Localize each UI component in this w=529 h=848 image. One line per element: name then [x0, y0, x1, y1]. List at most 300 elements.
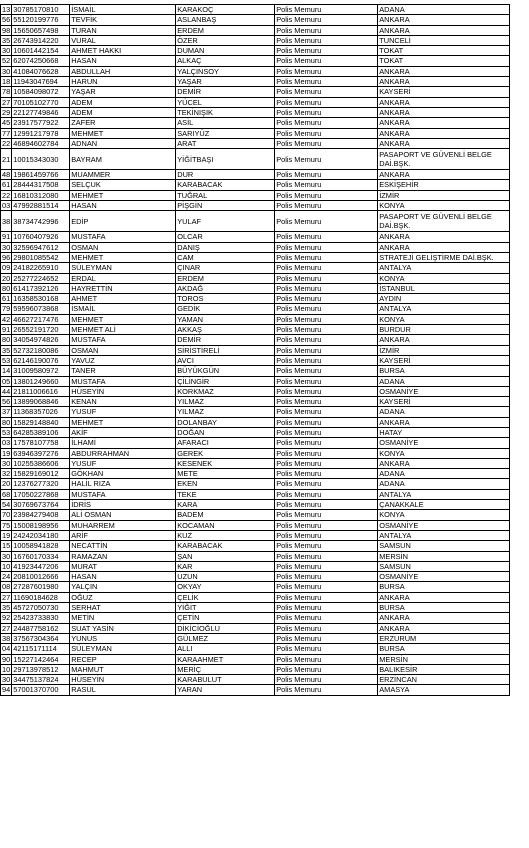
- rank-cell: Polis Memuru: [275, 675, 378, 685]
- rank-cell: Polis Memuru: [275, 654, 378, 664]
- unit-cell: ERZİNCAN: [378, 675, 510, 685]
- first-name-cell: ABDULLAH: [70, 66, 176, 76]
- first-name-cell: MEHMET ALİ: [70, 325, 176, 335]
- table-row: [1, 107, 510, 117]
- rank-cell: Polis Memuru: [275, 211, 378, 232]
- rank-cell: Polis Memuru: [275, 201, 378, 211]
- row-index-cell: 56: [2, 15, 11, 25]
- row-index-cell: 22: [2, 190, 11, 200]
- surname-cell: ALKAÇ: [176, 56, 275, 66]
- unit-cell: OSMANİYE: [378, 572, 510, 582]
- first-name-cell: YAŞAR: [70, 87, 176, 97]
- surname-cell: YILMAZ: [176, 407, 275, 417]
- unit-cell: ANTALYA: [378, 304, 510, 314]
- rank-cell: Polis Memuru: [275, 366, 378, 376]
- first-name-cell: YALÇIN: [70, 582, 176, 592]
- first-name-cell: ARİF: [70, 530, 176, 540]
- table-row: [1, 386, 510, 396]
- surname-cell: KARA: [176, 500, 275, 510]
- rank-cell: Polis Memuru: [275, 572, 378, 582]
- unit-cell: ANKARA: [378, 66, 510, 76]
- unit-cell: KONYA: [378, 314, 510, 324]
- id-number-cell: 32596947612: [12, 242, 70, 252]
- row-index-cell: 08: [2, 582, 11, 592]
- rank-cell: Polis Memuru: [275, 149, 378, 170]
- unit-cell: KAYSERİ: [378, 397, 510, 407]
- rank-cell: Polis Memuru: [275, 232, 378, 242]
- table-row: [1, 118, 510, 128]
- first-name-cell: KENAN: [70, 397, 176, 407]
- id-number-cell: 34475137824: [12, 675, 70, 685]
- rank-cell: Polis Memuru: [275, 25, 378, 35]
- surname-cell: DUR: [176, 170, 275, 180]
- table-row: [1, 489, 510, 499]
- table-row: [1, 138, 510, 148]
- row-index-cell: 32: [2, 469, 11, 479]
- surname-cell: DEMİR: [176, 87, 275, 97]
- first-name-cell: SERHAT: [70, 603, 176, 613]
- table-row: [1, 273, 510, 283]
- row-index-cell: 30: [2, 675, 11, 685]
- surname-cell: GEREK: [176, 448, 275, 458]
- surname-cell: YAŞAR: [176, 77, 275, 87]
- surname-cell: GÜLMEZ: [176, 633, 275, 643]
- surname-cell: BADEM: [176, 510, 275, 520]
- id-number-cell: 27287601980: [12, 582, 70, 592]
- table-row: [1, 510, 510, 520]
- first-name-cell: YAVUZ: [70, 355, 176, 365]
- row-index-cell: 20: [2, 479, 11, 489]
- table-row: [1, 252, 510, 262]
- row-index-cell: 44: [2, 386, 11, 396]
- unit-cell: ADANA: [378, 5, 510, 15]
- table-row: [1, 417, 510, 427]
- rank-cell: Polis Memuru: [275, 530, 378, 540]
- unit-cell: BURSA: [378, 644, 510, 654]
- first-name-cell: RECEP: [70, 654, 176, 664]
- row-index-cell: 37: [2, 407, 11, 417]
- surname-cell: KARAKOÇ: [176, 5, 275, 15]
- unit-cell: ANKARA: [378, 417, 510, 427]
- rank-cell: Polis Memuru: [275, 294, 378, 304]
- row-index-cell: 91: [2, 325, 11, 335]
- row-index-cell: 05: [2, 376, 11, 386]
- surname-cell: DEMİR: [176, 335, 275, 345]
- id-number-cell: 17578107758: [12, 438, 70, 448]
- rank-cell: Polis Memuru: [275, 35, 378, 45]
- table-row: [1, 149, 510, 170]
- unit-cell: ANKARA: [378, 15, 510, 25]
- surname-cell: DUMAN: [176, 46, 275, 56]
- unit-cell: İZMİR: [378, 190, 510, 200]
- unit-cell: PASAPORT VE GÜVENLİ BELGE DAİ.BŞK.: [378, 149, 510, 170]
- surname-cell: OKYAY: [176, 582, 275, 592]
- surname-cell: TEKE: [176, 489, 275, 499]
- row-index-cell: 09: [2, 263, 11, 273]
- table-row: [1, 242, 510, 252]
- surname-cell: DANIŞ: [176, 242, 275, 252]
- row-index-cell: 20: [2, 273, 11, 283]
- surname-cell: AVCI: [176, 355, 275, 365]
- row-index-cell: 92: [2, 613, 11, 623]
- id-number-cell: 12991217978: [12, 128, 70, 138]
- row-index-cell: 04: [2, 644, 11, 654]
- surname-cell: KESENEK: [176, 458, 275, 468]
- unit-cell: MERSİN: [378, 654, 510, 664]
- surname-cell: ŞAN: [176, 551, 275, 561]
- id-number-cell: 15008198956: [12, 520, 70, 530]
- id-number-cell: 24487758162: [12, 623, 70, 633]
- rank-cell: Polis Memuru: [275, 5, 378, 15]
- id-number-cell: 17050227868: [12, 489, 70, 499]
- surname-cell: ARAT: [176, 138, 275, 148]
- unit-cell: OSMANİYE: [378, 386, 510, 396]
- rank-cell: Polis Memuru: [275, 107, 378, 117]
- unit-cell: SAMSUN: [378, 541, 510, 551]
- rank-cell: Polis Memuru: [275, 644, 378, 654]
- rank-cell: Polis Memuru: [275, 283, 378, 293]
- id-number-cell: 59596073868: [12, 304, 70, 314]
- table-row: [1, 438, 510, 448]
- unit-cell: İZMİR: [378, 345, 510, 355]
- first-name-cell: İLHAMİ: [70, 438, 176, 448]
- first-name-cell: HASAN: [70, 56, 176, 66]
- unit-cell: ANKARA: [378, 458, 510, 468]
- rank-cell: Polis Memuru: [275, 190, 378, 200]
- surname-cell: KARABACAK: [176, 541, 275, 551]
- surname-cell: DOĞAN: [176, 427, 275, 437]
- id-number-cell: 13899068846: [12, 397, 70, 407]
- table-row: [1, 66, 510, 76]
- row-index-cell: 22: [2, 138, 11, 148]
- table-row: [1, 325, 510, 335]
- first-name-cell: MAHMUT: [70, 664, 176, 674]
- id-number-cell: 46627217476: [12, 314, 70, 324]
- id-number-cell: 20810012666: [12, 572, 70, 582]
- unit-cell: PASAPORT VE GÜVENLİ BELGE DAİ.BŞK.: [378, 211, 510, 232]
- unit-cell: BURSA: [378, 582, 510, 592]
- row-index-cell: 10: [2, 561, 11, 571]
- table-row: [1, 654, 510, 664]
- first-name-cell: MEHMET: [70, 252, 176, 262]
- id-number-cell: 15829148840: [12, 417, 70, 427]
- surname-cell: SARIYÜZ: [176, 128, 275, 138]
- row-index-cell: 27: [2, 623, 11, 633]
- table-row: [1, 170, 510, 180]
- surname-cell: BÜYÜKGÜN: [176, 366, 275, 376]
- table-row: [1, 675, 510, 685]
- first-name-cell: HARUN: [70, 77, 176, 87]
- unit-cell: ANKARA: [378, 335, 510, 345]
- id-number-cell: 37567304364: [12, 633, 70, 643]
- row-index-cell: 42: [2, 314, 11, 324]
- rank-cell: Polis Memuru: [275, 489, 378, 499]
- table-row: [1, 448, 510, 458]
- surname-cell: AFARACI: [176, 438, 275, 448]
- table-row: [1, 190, 510, 200]
- table-row: [1, 56, 510, 66]
- unit-cell: KAYSERİ: [378, 355, 510, 365]
- first-name-cell: NECATTİN: [70, 541, 176, 551]
- unit-cell: ANKARA: [378, 242, 510, 252]
- table-row: [1, 541, 510, 551]
- row-index-cell: 27: [2, 97, 11, 107]
- row-index-cell: 45: [2, 118, 11, 128]
- row-index-cell: 53: [2, 427, 11, 437]
- row-index-cell: 75: [2, 520, 11, 530]
- id-number-cell: 11943047694: [12, 77, 70, 87]
- row-index-cell: 10: [2, 664, 11, 674]
- table-row: [1, 211, 510, 232]
- unit-cell: KONYA: [378, 510, 510, 520]
- surname-cell: YILMAZ: [176, 397, 275, 407]
- row-index-cell: 61: [2, 180, 11, 190]
- first-name-cell: TEVFİK: [70, 15, 176, 25]
- first-name-cell: RAMAZAN: [70, 551, 176, 561]
- surname-cell: YARAN: [176, 685, 275, 695]
- row-index-cell: 21: [1, 149, 12, 170]
- unit-cell: BURSA: [378, 366, 510, 376]
- table-row: [1, 644, 510, 654]
- rank-cell: Polis Memuru: [275, 335, 378, 345]
- table-row: [1, 201, 510, 211]
- surname-cell: TEKİNIŞIK: [176, 107, 275, 117]
- first-name-cell: METİN: [70, 613, 176, 623]
- table-row: [1, 46, 510, 56]
- id-number-cell: 21811006616: [12, 386, 70, 396]
- unit-cell: AMASYA: [378, 685, 510, 695]
- table-row: [1, 283, 510, 293]
- id-number-cell: 42115171114: [12, 644, 70, 654]
- unit-cell: KONYA: [378, 201, 510, 211]
- rank-cell: Polis Memuru: [275, 345, 378, 355]
- row-index-cell: 52: [2, 56, 11, 66]
- first-name-cell: ADEM: [70, 107, 176, 117]
- row-index-cell: 61: [2, 294, 11, 304]
- rank-cell: Polis Memuru: [275, 541, 378, 551]
- first-name-cell: RASUL: [70, 685, 176, 695]
- first-name-cell: HAYRETTİN: [70, 283, 176, 293]
- rank-cell: Polis Memuru: [275, 66, 378, 76]
- first-name-cell: ABDURRAHMAN: [70, 448, 176, 458]
- table-row: [1, 633, 510, 643]
- table-row: [1, 232, 510, 242]
- unit-cell: TUNCELİ: [378, 35, 510, 45]
- id-number-cell: 62074250668: [12, 56, 70, 66]
- surname-cell: PİŞGİN: [176, 201, 275, 211]
- row-index-cell: 35: [2, 345, 11, 355]
- first-name-cell: ADEM: [70, 97, 176, 107]
- rank-cell: Polis Memuru: [275, 304, 378, 314]
- unit-cell: BURSA: [378, 603, 510, 613]
- surname-cell: AKKAŞ: [176, 325, 275, 335]
- table-row: [1, 592, 510, 602]
- first-name-cell: YUSUF: [70, 458, 176, 468]
- first-name-cell: GÖKHAN: [70, 469, 176, 479]
- rank-cell: Polis Memuru: [275, 263, 378, 273]
- id-number-cell: 41084076628: [12, 66, 70, 76]
- table-row: [1, 25, 510, 35]
- rank-cell: Polis Memuru: [275, 613, 378, 623]
- surname-cell: YALÇINSOY: [176, 66, 275, 76]
- table-row: [1, 355, 510, 365]
- unit-cell: ANKARA: [378, 128, 510, 138]
- unit-cell: ANKARA: [378, 25, 510, 35]
- unit-cell: KONYA: [378, 273, 510, 283]
- row-index-cell: 90: [2, 654, 11, 664]
- rank-cell: Polis Memuru: [275, 500, 378, 510]
- unit-cell: KONYA: [378, 448, 510, 458]
- table-row: [1, 685, 510, 695]
- id-number-cell: 10601442154: [12, 46, 70, 56]
- id-number-cell: 16358530168: [12, 294, 70, 304]
- rank-cell: Polis Memuru: [275, 138, 378, 148]
- first-name-cell: ALİ OSMAN: [70, 510, 176, 520]
- table-row: [1, 180, 510, 190]
- table-row: [1, 294, 510, 304]
- first-name-cell: ERDAL: [70, 273, 176, 283]
- id-number-cell: 25423733830: [12, 613, 70, 623]
- unit-cell: ANKARA: [378, 592, 510, 602]
- unit-cell: ANKARA: [378, 623, 510, 633]
- table-row: [1, 15, 510, 25]
- id-number-cell: 16760170334: [12, 551, 70, 561]
- table-row: [1, 623, 510, 633]
- row-index-cell: 48: [2, 170, 11, 180]
- surname-cell: SİRİSTİRELİ: [176, 345, 275, 355]
- unit-cell: BURDUR: [378, 325, 510, 335]
- row-index-cell: 27: [2, 592, 11, 602]
- surname-cell: ALLI: [176, 644, 275, 654]
- row-index-cell: 30: [2, 46, 11, 56]
- rank-cell: Polis Memuru: [275, 510, 378, 520]
- unit-cell: ANTALYA: [378, 489, 510, 499]
- id-number-cell: 16810312080: [12, 190, 70, 200]
- unit-cell: OSMANİYE: [378, 438, 510, 448]
- table-row: [1, 520, 510, 530]
- table-row: [1, 263, 510, 273]
- id-number-cell: 26743914220: [12, 35, 70, 45]
- first-name-cell: VURAL: [70, 35, 176, 45]
- id-number-cell: 15829169012: [12, 469, 70, 479]
- id-number-cell: 10584098072: [12, 87, 70, 97]
- rank-cell: Polis Memuru: [275, 273, 378, 283]
- unit-cell: ÇANAKKALE: [378, 500, 510, 510]
- row-index-cell: 30: [2, 551, 11, 561]
- unit-cell: SAMSUN: [378, 561, 510, 571]
- id-number-cell: 31009580972: [12, 366, 70, 376]
- first-name-cell: OSMAN: [70, 242, 176, 252]
- first-name-cell: İSMAİL: [70, 304, 176, 314]
- id-number-cell: 15227142464: [12, 654, 70, 664]
- unit-cell: STRATEJİ GELİŞTİRME DAİ.BŞK.: [378, 252, 510, 262]
- surname-cell: KARAAHMET: [176, 654, 275, 664]
- id-number-cell: 57001370700: [12, 685, 70, 695]
- surname-cell: YULAF: [176, 211, 275, 232]
- id-number-cell: 61417392126: [12, 283, 70, 293]
- id-number-cell: 38734742996: [12, 211, 70, 232]
- surname-cell: ASİL: [176, 118, 275, 128]
- first-name-cell: İDRİS: [70, 500, 176, 510]
- rank-cell: Polis Memuru: [275, 561, 378, 571]
- surname-cell: TUĞRAL: [176, 190, 275, 200]
- id-number-cell: 23917577922: [12, 118, 70, 128]
- first-name-cell: MUSTAFA: [70, 489, 176, 499]
- rank-cell: Polis Memuru: [275, 386, 378, 396]
- table-row: [1, 479, 510, 489]
- rank-cell: Polis Memuru: [275, 623, 378, 633]
- id-number-cell: 11690184628: [12, 592, 70, 602]
- table-row: [1, 397, 510, 407]
- unit-cell: ERZURUM: [378, 633, 510, 643]
- first-name-cell: BAYRAM: [70, 149, 176, 170]
- unit-cell: ADANA: [378, 376, 510, 386]
- table-row: [1, 128, 510, 138]
- surname-cell: KARABULUT: [176, 675, 275, 685]
- unit-cell: TOKAT: [378, 46, 510, 56]
- id-number-cell: 25277224652: [12, 273, 70, 283]
- id-number-cell: 19861459766: [12, 170, 70, 180]
- id-number-cell: 47992881514: [12, 201, 70, 211]
- first-name-cell: MUAMMER: [70, 170, 176, 180]
- surname-cell: ÇETİN: [176, 613, 275, 623]
- rank-cell: Polis Memuru: [275, 438, 378, 448]
- row-index-cell: 19: [2, 530, 11, 540]
- table-row: [1, 335, 510, 345]
- surname-cell: EKEN: [176, 479, 275, 489]
- rank-cell: Polis Memuru: [275, 592, 378, 602]
- rank-cell: Polis Memuru: [275, 417, 378, 427]
- rank-cell: Polis Memuru: [275, 118, 378, 128]
- table-row: [1, 345, 510, 355]
- surname-cell: OLCAR: [176, 232, 275, 242]
- first-name-cell: TURAN: [70, 25, 176, 35]
- first-name-cell: HASAN: [70, 572, 176, 582]
- surname-cell: ERDEM: [176, 25, 275, 35]
- table-row: [1, 407, 510, 417]
- rank-cell: Polis Memuru: [275, 242, 378, 252]
- row-index-cell: 94: [2, 685, 11, 695]
- surname-cell: ÇINAR: [176, 263, 275, 273]
- unit-cell: ADANA: [378, 407, 510, 417]
- rank-cell: Polis Memuru: [275, 355, 378, 365]
- first-name-cell: HÜSEYİN: [70, 675, 176, 685]
- surname-cell: YÜCEL: [176, 97, 275, 107]
- id-number-cell: 64285389106: [12, 427, 70, 437]
- id-number-cell: 24242034180: [12, 530, 70, 540]
- surname-cell: KARABACAK: [176, 180, 275, 190]
- rank-cell: Polis Memuru: [275, 458, 378, 468]
- unit-cell: ADANA: [378, 479, 510, 489]
- id-number-cell: 26552191720: [12, 325, 70, 335]
- rank-cell: Polis Memuru: [275, 170, 378, 180]
- table-row: [1, 572, 510, 582]
- surname-cell: YİĞİTBAŞI: [176, 149, 275, 170]
- row-index-cell: 80: [2, 417, 11, 427]
- rank-cell: Polis Memuru: [275, 325, 378, 335]
- rank-cell: Polis Memuru: [275, 87, 378, 97]
- table-row: [1, 427, 510, 437]
- row-index-cell: 35: [2, 603, 11, 613]
- first-name-cell: SUAT YASİN: [70, 623, 176, 633]
- row-index-cell: 98: [2, 25, 11, 35]
- rank-cell: Polis Memuru: [275, 448, 378, 458]
- surname-cell: DOLANBAY: [176, 417, 275, 427]
- row-index-cell: 80: [2, 335, 11, 345]
- rank-cell: Polis Memuru: [275, 314, 378, 324]
- first-name-cell: EDİP: [70, 211, 176, 232]
- id-number-cell: 52732180086: [12, 345, 70, 355]
